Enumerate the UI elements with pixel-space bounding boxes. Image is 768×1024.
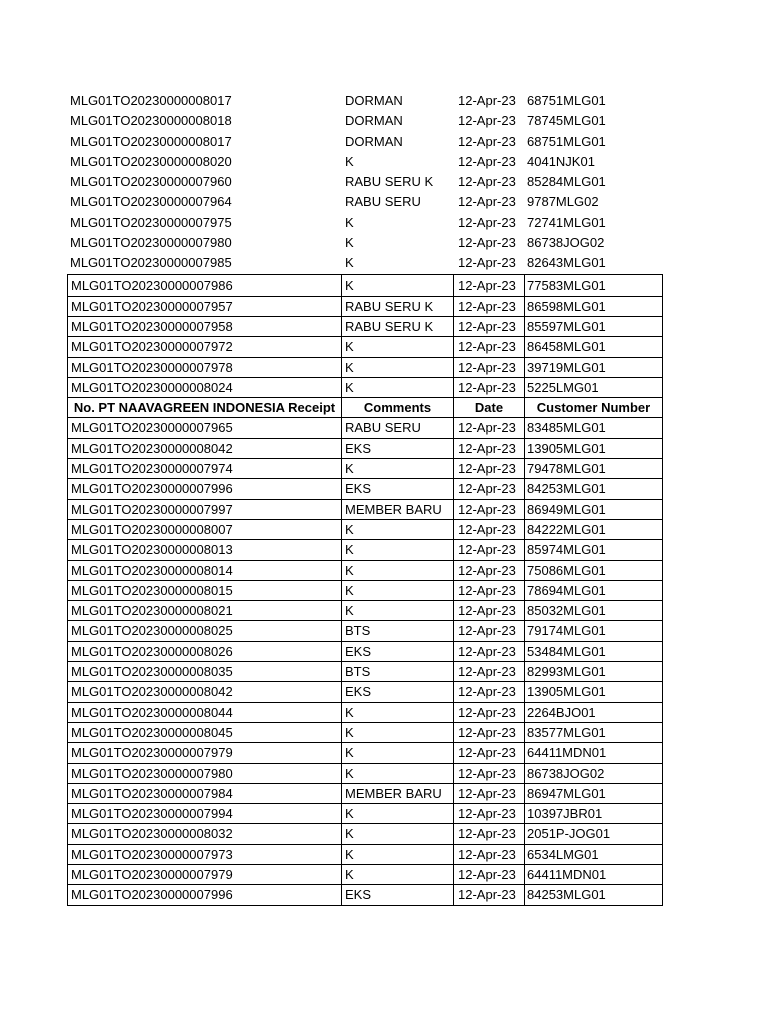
- customer-number-cell: 79174MLG01: [525, 621, 663, 641]
- customer-number-cell: 79478MLG01: [525, 459, 663, 479]
- customer-number-cell: 77583MLG01: [525, 274, 663, 297]
- comment-cell: K: [342, 581, 454, 601]
- table-row: [67, 132, 663, 152]
- date-cell: 12-Apr-23: [454, 642, 525, 662]
- date-cell: 12-Apr-23: [454, 581, 525, 601]
- receipt-cell: MLG01TO20230000008045: [67, 723, 342, 743]
- comment-cell: K: [342, 865, 454, 885]
- comment-cell: RABU SERU K: [342, 317, 454, 337]
- comment-cell: K: [342, 824, 454, 844]
- customer-number-cell: 85974MLG01: [525, 540, 663, 560]
- date-cell: 12-Apr-23: [454, 358, 525, 378]
- customer-number-cell: 86738JOG02: [527, 235, 605, 251]
- comment-cell: K: [342, 601, 454, 621]
- comment-cell: K: [342, 358, 454, 378]
- date-cell: 12-Apr-23: [454, 317, 525, 337]
- date-cell: 12-Apr-23: [454, 784, 525, 804]
- receipt-cell: MLG01TO20230000007985: [70, 255, 232, 271]
- comment-cell: DORMAN: [345, 133, 403, 149]
- receipt-cell: MLG01TO20230000007986: [67, 274, 342, 297]
- receipt-cell: MLG01TO20230000007957: [67, 297, 342, 317]
- date-cell: 12-Apr-23: [458, 133, 516, 149]
- customer-number-cell: 85032MLG01: [525, 601, 663, 621]
- customer-number-cell: 53484MLG01: [525, 642, 663, 662]
- receipt-cell: MLG01TO20230000008020: [70, 153, 232, 169]
- comment-cell: RABU SERU: [345, 194, 421, 210]
- date-cell: 12-Apr-23: [458, 235, 516, 251]
- comment-cell: K: [342, 378, 454, 398]
- customer-number-cell: 64411MDN01: [525, 865, 663, 885]
- comment-cell: MEMBER BARU: [342, 784, 454, 804]
- customer-number-cell: 78694MLG01: [525, 581, 663, 601]
- header-customer-number: Customer Number: [525, 398, 663, 418]
- customer-number-cell: 86947MLG01: [525, 784, 663, 804]
- comment-cell: K: [342, 723, 454, 743]
- customer-number-cell: 83577MLG01: [525, 723, 663, 743]
- comment-cell: K: [342, 804, 454, 824]
- table-row: [67, 784, 663, 804]
- date-cell: 12-Apr-23: [454, 500, 525, 520]
- receipt-cell: MLG01TO20230000007984: [67, 784, 342, 804]
- header-comments: Comments: [342, 398, 454, 418]
- table-row: [67, 192, 663, 212]
- comment-cell: EKS: [342, 642, 454, 662]
- date-cell: 12-Apr-23: [458, 194, 516, 210]
- receipt-cell: MLG01TO20230000008032: [67, 824, 342, 844]
- receipt-cell: MLG01TO20230000007980: [70, 235, 232, 251]
- date-cell: 12-Apr-23: [458, 153, 516, 169]
- date-cell: 12-Apr-23: [454, 418, 525, 438]
- comment-cell: K: [345, 235, 354, 251]
- header-date: Date: [454, 398, 525, 418]
- customer-number-cell: 13905MLG01: [525, 682, 663, 702]
- receipt-cell: MLG01TO20230000007972: [67, 337, 342, 357]
- comment-cell: K: [342, 540, 454, 560]
- receipt-cell: MLG01TO20230000008021: [67, 601, 342, 621]
- table-row: [67, 172, 663, 192]
- customer-number-cell: 84222MLG01: [525, 520, 663, 540]
- date-cell: 12-Apr-23: [454, 865, 525, 885]
- comment-cell: K: [342, 743, 454, 763]
- receipt-cell: MLG01TO20230000007975: [70, 214, 232, 230]
- customer-number-cell: 68751MLG01: [527, 133, 606, 149]
- comment-cell: K: [345, 153, 354, 169]
- customer-number-cell: 9787MLG02: [527, 194, 599, 210]
- table-row: [67, 561, 663, 581]
- receipt-cell: MLG01TO20230000008042: [67, 682, 342, 702]
- customer-number-cell: 84253MLG01: [525, 885, 663, 905]
- table-row: [67, 865, 663, 885]
- table-row: [67, 253, 663, 273]
- customer-number-cell: 86598MLG01: [525, 297, 663, 317]
- customer-number-cell: 10397JBR01: [525, 804, 663, 824]
- receipt-cell: MLG01TO20230000007979: [67, 865, 342, 885]
- customer-number-cell: 84253MLG01: [525, 479, 663, 499]
- unbordered-rows: [67, 91, 663, 274]
- comment-cell: K: [345, 214, 354, 230]
- table-row: [67, 682, 663, 702]
- receipt-cell: MLG01TO20230000007979: [67, 743, 342, 763]
- table-row: [67, 845, 663, 865]
- date-cell: 12-Apr-23: [454, 561, 525, 581]
- table-row: [67, 358, 663, 378]
- customer-number-cell: 64411MDN01: [525, 743, 663, 763]
- receipt-cell: MLG01TO20230000008018: [70, 113, 232, 129]
- receipt-cell: MLG01TO20230000007978: [67, 358, 342, 378]
- table-row: [67, 459, 663, 479]
- customer-number-cell: 13905MLG01: [525, 439, 663, 459]
- date-cell: 12-Apr-23: [454, 662, 525, 682]
- table-row: [67, 723, 663, 743]
- comment-cell: RABU SERU K: [342, 297, 454, 317]
- table-row: [67, 621, 663, 641]
- customer-number-cell: 2051P-JOG01: [525, 824, 663, 844]
- date-cell: 12-Apr-23: [454, 337, 525, 357]
- receipt-cell: MLG01TO20230000007994: [67, 804, 342, 824]
- date-cell: 12-Apr-23: [454, 439, 525, 459]
- date-cell: 12-Apr-23: [454, 274, 525, 297]
- table-row: [67, 540, 663, 560]
- customer-number-cell: 5225LMG01: [525, 378, 663, 398]
- receipt-cell: MLG01TO20230000008044: [67, 703, 342, 723]
- bordered-rows-lower: [67, 418, 663, 905]
- date-cell: 12-Apr-23: [454, 885, 525, 905]
- receipt-cell: MLG01TO20230000007958: [67, 317, 342, 337]
- table-row: [67, 317, 663, 337]
- table-row: [67, 520, 663, 540]
- table-row: [67, 601, 663, 621]
- customer-number-cell: 86949MLG01: [525, 500, 663, 520]
- receipt-cell: MLG01TO20230000008042: [67, 439, 342, 459]
- receipt-cell: MLG01TO20230000008014: [67, 561, 342, 581]
- receipt-cell: MLG01TO20230000007996: [67, 479, 342, 499]
- customer-number-cell: 2264BJO01: [525, 703, 663, 723]
- comment-cell: DORMAN: [345, 113, 403, 129]
- table-row: [67, 703, 663, 723]
- receipt-cell: MLG01TO20230000007980: [67, 764, 342, 784]
- date-cell: 12-Apr-23: [454, 378, 525, 398]
- table-row: [67, 439, 663, 459]
- customer-number-cell: 39719MLG01: [525, 358, 663, 378]
- receipt-cell: MLG01TO20230000007997: [67, 500, 342, 520]
- receipt-cell: MLG01TO20230000008017: [70, 133, 232, 149]
- table-row: [67, 662, 663, 682]
- date-cell: 12-Apr-23: [458, 255, 516, 271]
- table-row: [67, 581, 663, 601]
- comment-cell: K: [342, 561, 454, 581]
- receipt-sheet: [67, 91, 663, 906]
- date-cell: 12-Apr-23: [454, 723, 525, 743]
- date-cell: 12-Apr-23: [454, 845, 525, 865]
- date-cell: 12-Apr-23: [454, 540, 525, 560]
- receipt-cell: MLG01TO20230000008024: [67, 378, 342, 398]
- customer-number-cell: 86738JOG02: [525, 764, 663, 784]
- customer-number-cell: 83485MLG01: [525, 418, 663, 438]
- receipt-cell: MLG01TO20230000008026: [67, 642, 342, 662]
- table-row: [67, 804, 663, 824]
- table-row: [67, 500, 663, 520]
- customer-number-cell: 6534LMG01: [525, 845, 663, 865]
- comment-cell: K: [342, 274, 454, 297]
- customer-number-cell: 82993MLG01: [525, 662, 663, 682]
- table-row: [67, 337, 663, 357]
- table-row: [67, 479, 663, 499]
- customer-number-cell: 68751MLG01: [527, 93, 606, 108]
- table-row: [67, 824, 663, 844]
- table-row: [67, 152, 663, 172]
- table-row: [67, 885, 663, 905]
- date-cell: 12-Apr-23: [454, 824, 525, 844]
- comment-cell: RABU SERU K: [345, 174, 434, 190]
- date-cell: 12-Apr-23: [454, 703, 525, 723]
- date-cell: 12-Apr-23: [454, 520, 525, 540]
- table-row: [67, 111, 663, 131]
- table-row: [67, 764, 663, 784]
- date-cell: 12-Apr-23: [454, 459, 525, 479]
- comment-cell: EKS: [342, 479, 454, 499]
- table-row: [67, 233, 663, 253]
- customer-number-cell: 85284MLG01: [527, 174, 606, 190]
- receipt-cell: MLG01TO20230000007996: [67, 885, 342, 905]
- customer-number-cell: 82643MLG01: [527, 255, 606, 271]
- customer-number-cell: 86458MLG01: [525, 337, 663, 357]
- table-row: [67, 91, 663, 111]
- customer-number-cell: 72741MLG01: [527, 214, 606, 230]
- comment-cell: K: [342, 764, 454, 784]
- customer-number-cell: 85597MLG01: [525, 317, 663, 337]
- date-cell: 12-Apr-23: [458, 214, 516, 230]
- comment-cell: K: [342, 520, 454, 540]
- comment-cell: K: [342, 337, 454, 357]
- date-cell: 12-Apr-23: [454, 297, 525, 317]
- receipt-cell: MLG01TO20230000007960: [70, 174, 232, 190]
- receipt-cell: MLG01TO20230000007965: [67, 418, 342, 438]
- table-row: [67, 743, 663, 763]
- customer-number-cell: 78745MLG01: [527, 113, 606, 129]
- receipt-cell: MLG01TO20230000007974: [67, 459, 342, 479]
- date-cell: 12-Apr-23: [454, 621, 525, 641]
- receipt-cell: MLG01TO20230000008035: [67, 662, 342, 682]
- comment-cell: EKS: [342, 439, 454, 459]
- date-cell: 12-Apr-23: [454, 743, 525, 763]
- customer-number-cell: 4041NJK01: [527, 153, 595, 169]
- comment-cell: EKS: [342, 682, 454, 702]
- date-cell: 12-Apr-23: [458, 93, 516, 108]
- table-row: [67, 418, 663, 438]
- receipt-cell: MLG01TO20230000008013: [67, 540, 342, 560]
- table-row: [67, 642, 663, 662]
- date-cell: 12-Apr-23: [454, 764, 525, 784]
- header-receipt: No. PT NAAVAGREEN INDONESIA Receipt: [67, 398, 342, 418]
- receipt-cell: MLG01TO20230000008025: [67, 621, 342, 641]
- table-row: [67, 378, 663, 398]
- comment-cell: DORMAN: [345, 93, 403, 108]
- receipt-cell: MLG01TO20230000008017: [70, 93, 232, 108]
- comment-cell: K: [342, 845, 454, 865]
- customer-number-cell: 75086MLG01: [525, 561, 663, 581]
- bordered-rows-upper: [67, 274, 663, 398]
- date-cell: 12-Apr-23: [454, 479, 525, 499]
- comment-cell: K: [342, 459, 454, 479]
- date-cell: 12-Apr-23: [454, 601, 525, 621]
- date-cell: 12-Apr-23: [454, 682, 525, 702]
- date-cell: 12-Apr-23: [454, 804, 525, 824]
- comment-cell: BTS: [342, 621, 454, 641]
- date-cell: 12-Apr-23: [458, 174, 516, 190]
- table-row: [67, 213, 663, 233]
- receipt-cell: MLG01TO20230000008015: [67, 581, 342, 601]
- receipt-cell: MLG01TO20230000008007: [67, 520, 342, 540]
- date-cell: 12-Apr-23: [458, 113, 516, 129]
- comment-cell: RABU SERU: [342, 418, 454, 438]
- table-row: [67, 274, 663, 297]
- comment-cell: BTS: [342, 662, 454, 682]
- table-header-row: [67, 398, 663, 418]
- receipt-cell: MLG01TO20230000007964: [70, 194, 232, 210]
- comment-cell: K: [345, 255, 354, 271]
- comment-cell: EKS: [342, 885, 454, 905]
- receipt-cell: MLG01TO20230000007973: [67, 845, 342, 865]
- table-row: [67, 297, 663, 317]
- comment-cell: K: [342, 703, 454, 723]
- comment-cell: MEMBER BARU: [342, 500, 454, 520]
